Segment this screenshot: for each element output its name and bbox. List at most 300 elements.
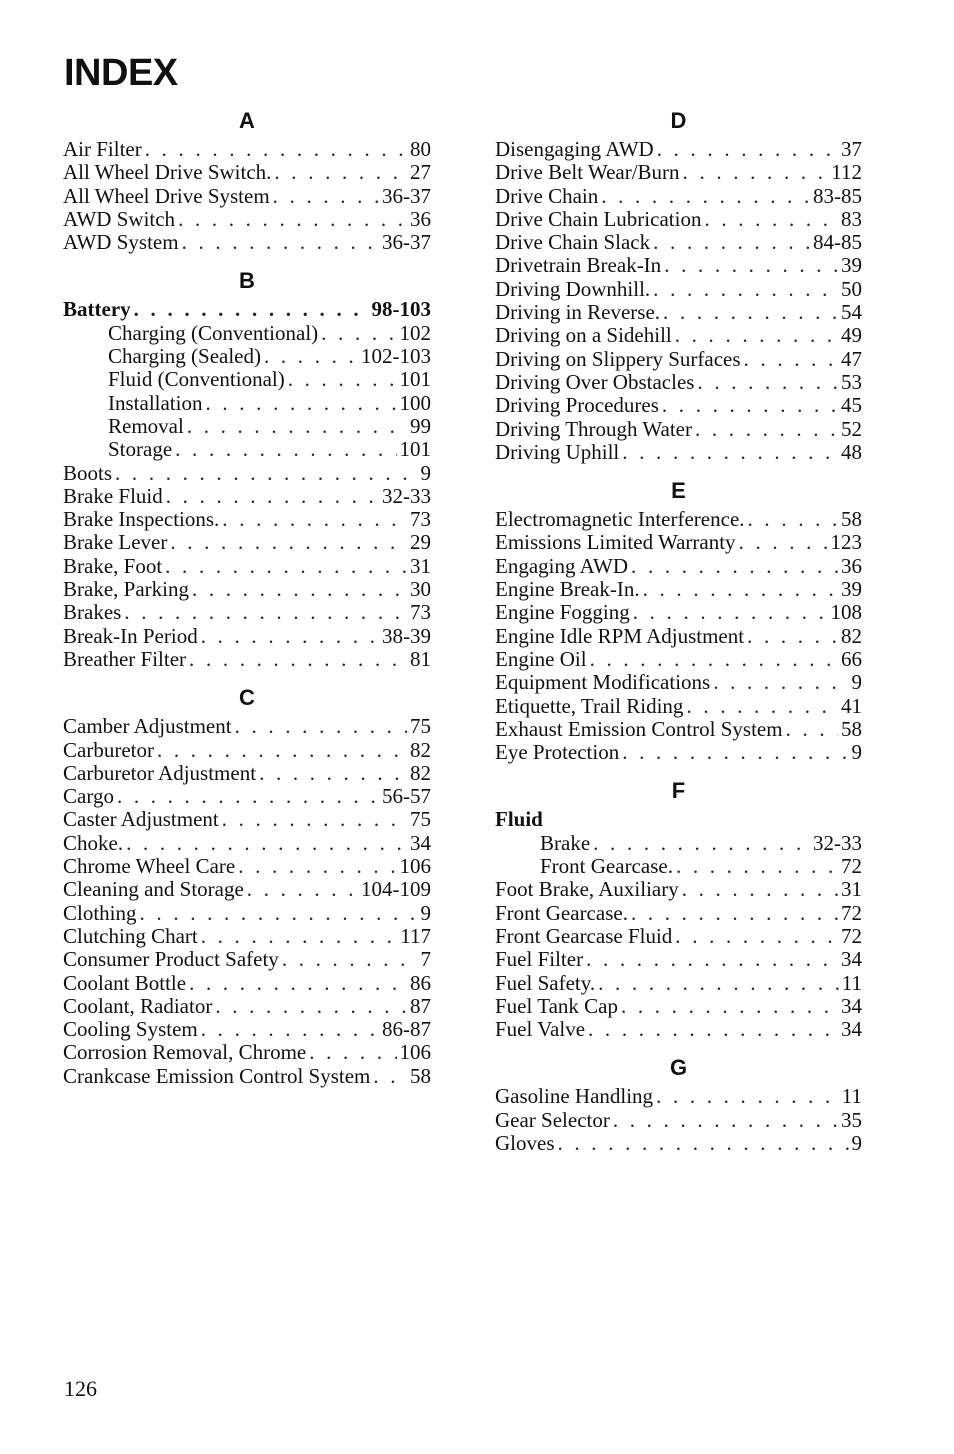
entry-page: 36-37 (382, 184, 431, 208)
entry-page: 41 (841, 694, 862, 718)
entry-page: 9 (420, 901, 431, 925)
entry-term: Drive Chain Slack (495, 231, 651, 255)
index-entry (63, 555, 431, 578)
index-section-e (495, 476, 862, 764)
entry-term: Gloves (495, 1131, 555, 1155)
entry-term: Air Filter (63, 138, 142, 161)
index-column-left (63, 106, 431, 1100)
dot-leader (675, 925, 838, 948)
index-entry (495, 531, 862, 554)
entry-page: 31 (841, 878, 862, 902)
entry-page: 82 (410, 738, 431, 762)
entry-term: Fluid (495, 808, 543, 832)
entry-term: All Wheel Drive System (63, 184, 270, 208)
dot-leader (683, 161, 829, 184)
dot-leader (201, 1018, 379, 1041)
dot-leader (124, 601, 407, 624)
entry-term: Driving Over Obstacles (495, 370, 695, 394)
index-entry (495, 394, 862, 417)
entry-term: Exhaust Emission Control System (495, 717, 783, 741)
entry-page: 80 (410, 138, 431, 161)
index-entry (495, 995, 862, 1018)
dot-leader (588, 1018, 838, 1041)
dot-leader (165, 555, 407, 578)
dot-leader (187, 415, 407, 438)
entry-page: 34 (841, 994, 862, 1018)
entry-page: 86 (410, 971, 431, 995)
entry-term: Brake Inspections. (63, 508, 220, 532)
entry-term: All Wheel Drive Switch. (63, 161, 272, 185)
index-entry (63, 161, 431, 184)
entry-term: Storage (108, 438, 173, 462)
entry-term: Front Gearcase. (495, 901, 628, 925)
entry-term: Gear Selector (495, 1108, 610, 1132)
dot-leader (747, 625, 838, 648)
dot-leader (748, 508, 838, 531)
entry-page: 39 (841, 254, 862, 278)
entry-term: Carburetor (63, 738, 154, 762)
entry-term: Coolant, Radiator (63, 994, 213, 1018)
dot-leader (621, 995, 838, 1018)
entry-term: Fuel Filter (495, 948, 584, 972)
entry-term: Eye Protection (495, 741, 620, 765)
entry-page: 83-85 (813, 184, 862, 208)
entry-term: Corrosion Removal, Chrome (63, 1041, 307, 1065)
dot-leader (126, 832, 407, 855)
index-entry (63, 1065, 431, 1088)
section-letter: G (669, 1055, 688, 1081)
entry-page: 50 (841, 277, 862, 301)
entry-page: 73 (410, 601, 431, 625)
section-letter: B (239, 268, 255, 294)
entry-term: Engine Idle RPM Adjustment (495, 624, 745, 648)
entry-term: Driving Through Water (495, 417, 692, 441)
entry-term: Brakes (63, 601, 122, 625)
entry-term: Front Gearcase. (540, 855, 673, 879)
entry-page: 58 (841, 717, 862, 741)
dot-leader (115, 462, 417, 485)
entry-page: 72 (841, 855, 862, 879)
dot-leader (676, 855, 838, 878)
index-entry (63, 948, 431, 971)
entry-page: 27 (410, 161, 431, 185)
section-letter: F (671, 778, 686, 804)
entry-term: Brake, Foot (63, 554, 163, 578)
entry-page: 84-85 (813, 231, 862, 255)
index-entry (495, 741, 862, 764)
index-entry (495, 948, 862, 971)
index-entry (63, 832, 431, 855)
dot-leader (178, 208, 407, 231)
entry-page: 32-33 (813, 831, 862, 855)
index-entry (495, 208, 862, 231)
entry-page: 102-103 (361, 345, 431, 369)
index-section-g (495, 1053, 862, 1155)
entry-term: Crankcase Emission Control System (63, 1064, 371, 1088)
index-subentry (495, 832, 862, 855)
entry-page: 117 (400, 924, 431, 948)
index-entry (495, 1109, 862, 1132)
dot-leader (598, 972, 839, 995)
dot-leader (189, 648, 407, 671)
entry-term: Engine Oil (495, 647, 587, 671)
dot-leader (739, 531, 828, 554)
entry-page: 82 (410, 761, 431, 785)
dot-leader (656, 1085, 839, 1108)
entry-term: Fuel Tank Cap (495, 994, 618, 1018)
entry-term: Brake (540, 831, 591, 855)
index-entry (63, 902, 431, 925)
entry-page: 39 (841, 578, 862, 602)
entry-page: 32-33 (382, 484, 431, 508)
index-entry (495, 555, 862, 578)
dot-leader (166, 485, 379, 508)
entry-term: Driving on a Sidehill (495, 324, 672, 348)
index-subentry (63, 392, 431, 415)
dot-leader (622, 741, 848, 764)
dot-leader (695, 418, 838, 441)
index-entry (495, 808, 862, 831)
entry-page: 38-39 (382, 624, 431, 648)
entry-page: 9 (851, 671, 862, 695)
entry-page: 45 (841, 394, 862, 418)
index-column-right (495, 106, 862, 1167)
entry-page: 29 (410, 531, 431, 555)
entry-page: 34 (841, 948, 862, 972)
index-entry (63, 231, 431, 254)
index-entry (495, 1132, 862, 1155)
entry-term: Drive Chain Lubrication (495, 207, 702, 231)
entry-term: Clothing (63, 901, 137, 925)
index-entry (495, 718, 862, 741)
index-section-f (495, 776, 862, 1041)
entry-page: 48 (841, 440, 862, 464)
entry-page: 75 (410, 715, 431, 739)
dot-leader (631, 555, 838, 578)
section-letter: C (239, 685, 255, 711)
index-entry (63, 508, 431, 531)
entry-term: Caster Adjustment (63, 808, 219, 832)
entry-term: Charging (Conventional) (108, 321, 319, 345)
entry-term: Drive Chain (495, 184, 599, 208)
dot-leader (593, 832, 810, 855)
index-entry (63, 1041, 431, 1064)
index-section-d (495, 106, 862, 464)
dot-leader (288, 368, 397, 391)
section-letter: D (670, 108, 687, 133)
entry-term: Camber Adjustment (63, 715, 232, 739)
entry-page: 56-57 (382, 785, 431, 809)
entry-page: 36 (410, 207, 431, 231)
index-subentry (495, 855, 862, 878)
entry-term: Engine Break-In. (495, 578, 640, 602)
index-entry (63, 601, 431, 624)
index-entry (63, 578, 431, 601)
dot-leader (117, 785, 379, 808)
index-section-c (63, 683, 431, 1088)
index-entry (495, 301, 862, 324)
entry-page: 82 (841, 624, 862, 648)
entry-term: Removal (108, 414, 184, 438)
index-entry (63, 715, 431, 738)
index-entry (495, 371, 862, 394)
index-entry (63, 855, 431, 878)
index-entry (63, 298, 431, 321)
entry-page: 9 (851, 1131, 862, 1155)
entry-page: 47 (841, 347, 862, 371)
dot-leader (235, 715, 407, 738)
dot-leader (205, 392, 396, 415)
index-section-b (63, 266, 431, 671)
index-entry (63, 1018, 431, 1041)
dot-leader (590, 648, 838, 671)
entry-term: Drive Belt Wear/Burn (495, 161, 680, 185)
index-entry (63, 208, 431, 231)
dot-leader (664, 254, 838, 277)
dot-leader (264, 345, 358, 368)
entry-term: Drivetrain Break-In (495, 254, 662, 278)
index-entry (63, 462, 431, 485)
dot-leader (201, 925, 398, 948)
index-entry (495, 902, 862, 925)
entry-page: 73 (410, 508, 431, 532)
dot-leader (663, 301, 838, 324)
entry-term: Foot Brake, Auxiliary (495, 878, 679, 902)
index-entry (495, 1085, 862, 1108)
entry-page: 31 (410, 554, 431, 578)
index-section-a (63, 106, 431, 254)
dot-leader (170, 531, 407, 554)
entry-term: Chrome Wheel Care (63, 855, 236, 879)
entry-page: 72 (841, 924, 862, 948)
dot-leader (175, 438, 396, 461)
entry-term: Choke. (63, 831, 124, 855)
dot-leader (713, 671, 848, 694)
dot-leader (697, 371, 838, 394)
dot-leader (157, 739, 407, 762)
entry-page: 11 (841, 1085, 862, 1109)
index-subentry (63, 415, 431, 438)
index-entry (495, 441, 862, 464)
entry-term: Brake Lever (63, 531, 168, 555)
dot-leader (653, 231, 810, 254)
entry-term: Fluid (Conventional) (108, 368, 285, 392)
entry-page: 81 (410, 647, 431, 671)
index-entry (495, 324, 862, 347)
entry-page: 100 (399, 391, 431, 415)
index-entry (63, 185, 431, 208)
entry-term: Disengaging AWD (495, 138, 654, 161)
entry-page: 53 (841, 370, 862, 394)
dot-leader (657, 138, 838, 161)
index-entry (495, 972, 862, 995)
dot-leader (192, 578, 407, 601)
section-letter: E (671, 478, 686, 504)
entry-page: 34 (410, 831, 431, 855)
dot-leader (222, 508, 407, 531)
index-entry (495, 648, 862, 671)
dot-leader (145, 138, 407, 161)
index-entry (63, 739, 431, 762)
entry-term: Cleaning and Storage (63, 878, 244, 902)
index-subentry (63, 322, 431, 345)
index-entry (495, 695, 862, 718)
entry-page: 52 (841, 417, 862, 441)
entry-page: 75 (410, 808, 431, 832)
dot-leader (373, 1065, 407, 1088)
dot-leader (273, 185, 379, 208)
entry-page: 83 (841, 207, 862, 231)
dot-leader (222, 808, 407, 831)
entry-term: Engaging AWD (495, 554, 629, 578)
index-entry (495, 418, 862, 441)
entry-term: Driving in Reverse. (495, 301, 661, 325)
index-entry (63, 972, 431, 995)
entry-term: Driving Uphill (495, 440, 620, 464)
dot-leader (622, 441, 838, 464)
entry-term: Breather Filter (63, 647, 187, 671)
dot-leader (309, 1041, 396, 1064)
dot-leader (247, 878, 358, 901)
dot-leader (613, 1109, 838, 1132)
index-entry (63, 138, 431, 161)
index-entry (63, 485, 431, 508)
dot-leader (182, 231, 379, 254)
dot-leader (643, 578, 838, 601)
entry-term: Front Gearcase Fluid (495, 924, 673, 948)
entry-page: 58 (410, 1064, 431, 1088)
entry-term: Fuel Valve (495, 1018, 586, 1042)
entry-term: Engine Fogging (495, 601, 630, 625)
index-entry (63, 531, 431, 554)
entry-page: 101 (399, 438, 431, 462)
entry-term: Emissions Limited Warranty (495, 531, 736, 555)
entry-page: 86-87 (382, 1018, 431, 1042)
entry-term: Coolant Bottle (63, 971, 187, 995)
index-entry (63, 808, 431, 831)
index-entry (495, 278, 862, 301)
dot-leader (686, 695, 838, 718)
entry-term: Charging (Sealed) (108, 345, 261, 369)
entry-page: 101 (399, 368, 431, 392)
entry-term: Electromagnetic Interference. (495, 508, 745, 532)
dot-leader (238, 855, 396, 878)
section-letter: A (239, 108, 255, 133)
dot-leader (282, 948, 418, 971)
index-entry (495, 601, 862, 624)
index-entry (495, 578, 862, 601)
entry-term: Driving on Slippery Surfaces (495, 347, 741, 371)
entry-page: 66 (841, 647, 862, 671)
dot-leader (744, 348, 838, 371)
entry-page: 7 (420, 948, 431, 972)
index-entry (63, 878, 431, 901)
dot-leader (140, 902, 418, 925)
entry-page: 87 (410, 994, 431, 1018)
index-entry (495, 185, 862, 208)
entry-page: 123 (830, 531, 862, 555)
dot-leader (653, 278, 838, 301)
dot-leader (675, 324, 838, 347)
index-entry (495, 508, 862, 531)
dot-leader (134, 298, 369, 321)
index-entry (63, 762, 431, 785)
page-number: 126 (64, 1376, 97, 1401)
entry-page: 9 (851, 741, 862, 765)
dot-leader (321, 322, 396, 345)
index-entry (63, 625, 431, 648)
entry-page: 54 (841, 301, 862, 325)
index-entry (63, 995, 431, 1018)
dot-leader (786, 718, 838, 741)
page-title: INDEX (64, 52, 178, 94)
entry-term: Installation (108, 391, 203, 415)
index-entry (63, 648, 431, 671)
entry-page: 99 (410, 414, 431, 438)
entry-page: 58 (841, 508, 862, 532)
entry-page: 106 (399, 855, 431, 879)
entry-page: 35 (841, 1108, 862, 1132)
entry-page: 108 (830, 601, 862, 625)
index-entry (495, 231, 862, 254)
index-entry (495, 1018, 862, 1041)
entry-page: 104-109 (361, 878, 431, 902)
index-subentry (63, 368, 431, 391)
entry-term: Clutching Chart (63, 924, 198, 948)
index-entry (63, 785, 431, 808)
entry-page: 49 (841, 324, 862, 348)
entry-term: Gasoline Handling (495, 1085, 654, 1109)
dot-leader (704, 208, 838, 231)
dot-leader (662, 394, 838, 417)
entry-term: Boots (63, 461, 113, 485)
entry-term: Brake, Parking (63, 578, 189, 602)
dot-leader (215, 995, 407, 1018)
entry-page: 102 (399, 321, 431, 345)
dot-leader (274, 161, 407, 184)
dot-leader (601, 185, 810, 208)
dot-leader (633, 601, 828, 624)
dot-leader (201, 625, 379, 648)
index-entry (495, 925, 862, 948)
entry-term: Break-In Period (63, 624, 198, 648)
entry-page: 37 (841, 138, 862, 161)
entry-page: 36 (841, 554, 862, 578)
index-subentry (63, 438, 431, 461)
entry-term: AWD System (63, 231, 179, 255)
entry-term: Driving Procedures (495, 394, 659, 418)
dot-leader (259, 762, 407, 785)
index-entry (495, 348, 862, 371)
entry-term: Carburetor Adjustment (63, 761, 257, 785)
entry-page: 34 (841, 1018, 862, 1042)
entry-term: Driving Downhill. (495, 277, 651, 301)
entry-term: Battery (63, 298, 131, 322)
entry-term: Brake Fluid (63, 484, 163, 508)
entry-page: 9 (420, 461, 431, 485)
entry-page: 112 (831, 161, 862, 185)
index-entry (495, 625, 862, 648)
index-entry (63, 925, 431, 948)
entry-page: 11 (841, 971, 862, 995)
dot-leader (189, 972, 407, 995)
entry-page: 36-37 (382, 231, 431, 255)
index-entry (495, 254, 862, 277)
entry-term: Consumer Product Safety (63, 948, 279, 972)
index-subentry (63, 345, 431, 368)
entry-term: AWD Switch (63, 207, 176, 231)
entry-page: 98-103 (371, 298, 431, 322)
